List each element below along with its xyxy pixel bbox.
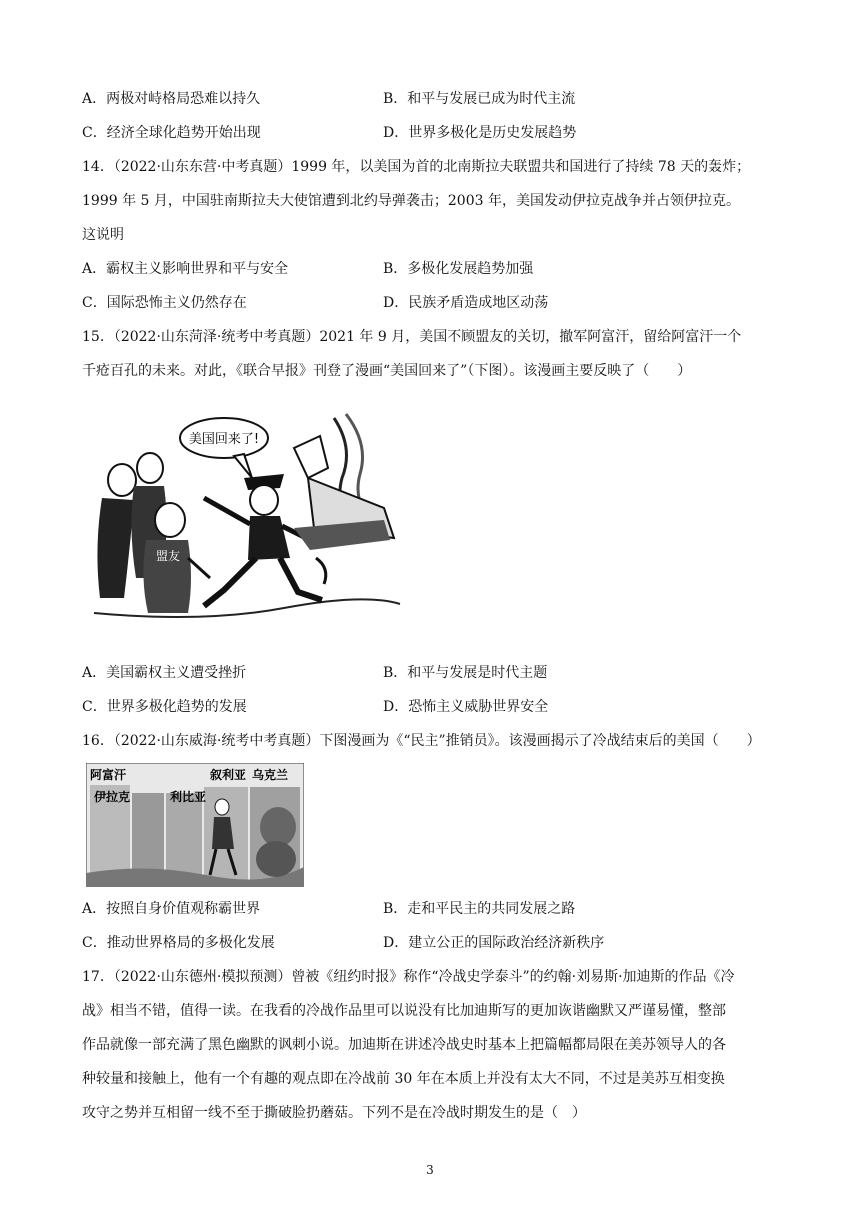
q14-stem-line: 14．（2022·山东东营·中考真题）1999 年，以美国为首的北南斯拉夫联盟共和国进行了持续 78 天的轰炸；: [82, 159, 751, 175]
q14-option-row: [82, 257, 782, 281]
q14-option-c: C．国际恐怖主义仍然存在: [82, 295, 247, 311]
cartoon-label-syria: 叙利亚: [210, 768, 247, 782]
q17-stem-line: 攻守之势并互相留一线不至于撕破脸扔蘑菇。下列不是在冷战时期发生的是（ ）: [82, 1105, 586, 1121]
q15-option-row: [82, 695, 782, 719]
cartoon-label-iraq: 伊拉克: [94, 790, 131, 804]
q16-option-c: C．推动世界格局的多极化发展: [82, 935, 275, 951]
q16-stem-line: 16．（2022·山东威海·统考中考真题）下图漫画为《“民主”推销员》。该漫画揭示了冷战结束后的美国（ ）: [82, 733, 761, 749]
cartoon-speech-bubble: 美国回来了!: [188, 432, 260, 447]
q14-stem-line: 1999 年 5 月，中国驻南斯拉夫大使馆遭到北约导弹袭击；2003 年，美国发动伊拉克战争并占领伊拉克。: [82, 193, 740, 209]
q17-stem-line: 17．（2022·山东德州·模拟预测）曾被《纽约时报》称作“冷战史学泰斗”的约翰·刘易斯·加迪斯的作品《冷: [82, 969, 735, 985]
q13-option-c: C．经济全球化趋势开始出现: [82, 125, 261, 141]
q14-stem-line: 这说明: [82, 227, 124, 243]
q16-option-row: [82, 931, 782, 955]
q13-option-b: B．和平与发展已成为时代主流: [383, 91, 576, 107]
cartoon-label-afghanistan: 阿富汗: [90, 768, 127, 782]
q16-option-d: D．建立公正的国际政治经济新秩序: [383, 935, 605, 951]
q15-option-row: [82, 661, 782, 685]
q17-stem-line: 种较量和接触上，他有一个有趣的观点即在冷战前 30 年在本质上并没有太大不同，不过是美苏互相变换: [82, 1071, 725, 1087]
q14-option-d: D．民族矛盾造成地区动荡: [383, 295, 549, 311]
q13-option-d: D．世界多极化是历史发展趋势: [383, 125, 577, 141]
q14-option-b: B．多极化发展趋势加强: [383, 261, 534, 277]
q15-stem-line: 15．（2022·山东菏泽·统考中考真题）2021 年 9 月，美国不顾盟友的关切，撤军阿富汗，留给阿富汗一个: [82, 329, 742, 345]
q17-stem-line: 作品就像一部充满了黑色幽默的讽刺小说。加迪斯在讲述冷战史时基本上把篇幅都局限在美苏领导人的各: [82, 1037, 726, 1053]
q15-option-d: D．恐怖主义威胁世界安全: [383, 699, 549, 715]
q13-option-row: [82, 121, 782, 145]
cartoon-label-libya: 利比亚: [170, 790, 207, 804]
q16-option-b: B．走和平民主的共同发展之路: [383, 901, 576, 917]
cartoon-democracy-salesman: [86, 763, 304, 887]
q17-stem-line: 战》相当不错，值得一读。在我看的冷战作品里可以说没有比加迪斯写的更加诙谐幽默又严谨易懂，整部: [82, 1003, 726, 1019]
cartoon-america-is-back: [84, 408, 402, 630]
q15-option-c: C．世界多极化趋势的发展: [82, 699, 247, 715]
q13-option-a: A．两极对峙格局恐难以持久: [82, 91, 261, 107]
q13-option-row: [82, 87, 782, 111]
cartoon-label-ukraine: 乌克兰: [252, 768, 289, 782]
q15-option-b: B．和平与发展是时代主题: [383, 665, 548, 681]
q16-option-a: A．按照自身价值观称霸世界: [82, 901, 261, 917]
q16-option-row: [82, 897, 782, 921]
q14-option-row: [82, 291, 782, 315]
q14-option-a: A．霸权主义影响世界和平与安全: [82, 261, 289, 277]
q15-option-a: A．美国霸权主义遭受挫折: [82, 665, 247, 681]
cartoon-ally-label: 盟友: [156, 549, 181, 563]
page-number: 3: [426, 1163, 434, 1177]
q15-stem-line: 千疮百孔的未来。对此，《联合早报》刊登了漫画“美国回来了”（下图）。该漫画主要反映了（ ）: [82, 363, 692, 379]
